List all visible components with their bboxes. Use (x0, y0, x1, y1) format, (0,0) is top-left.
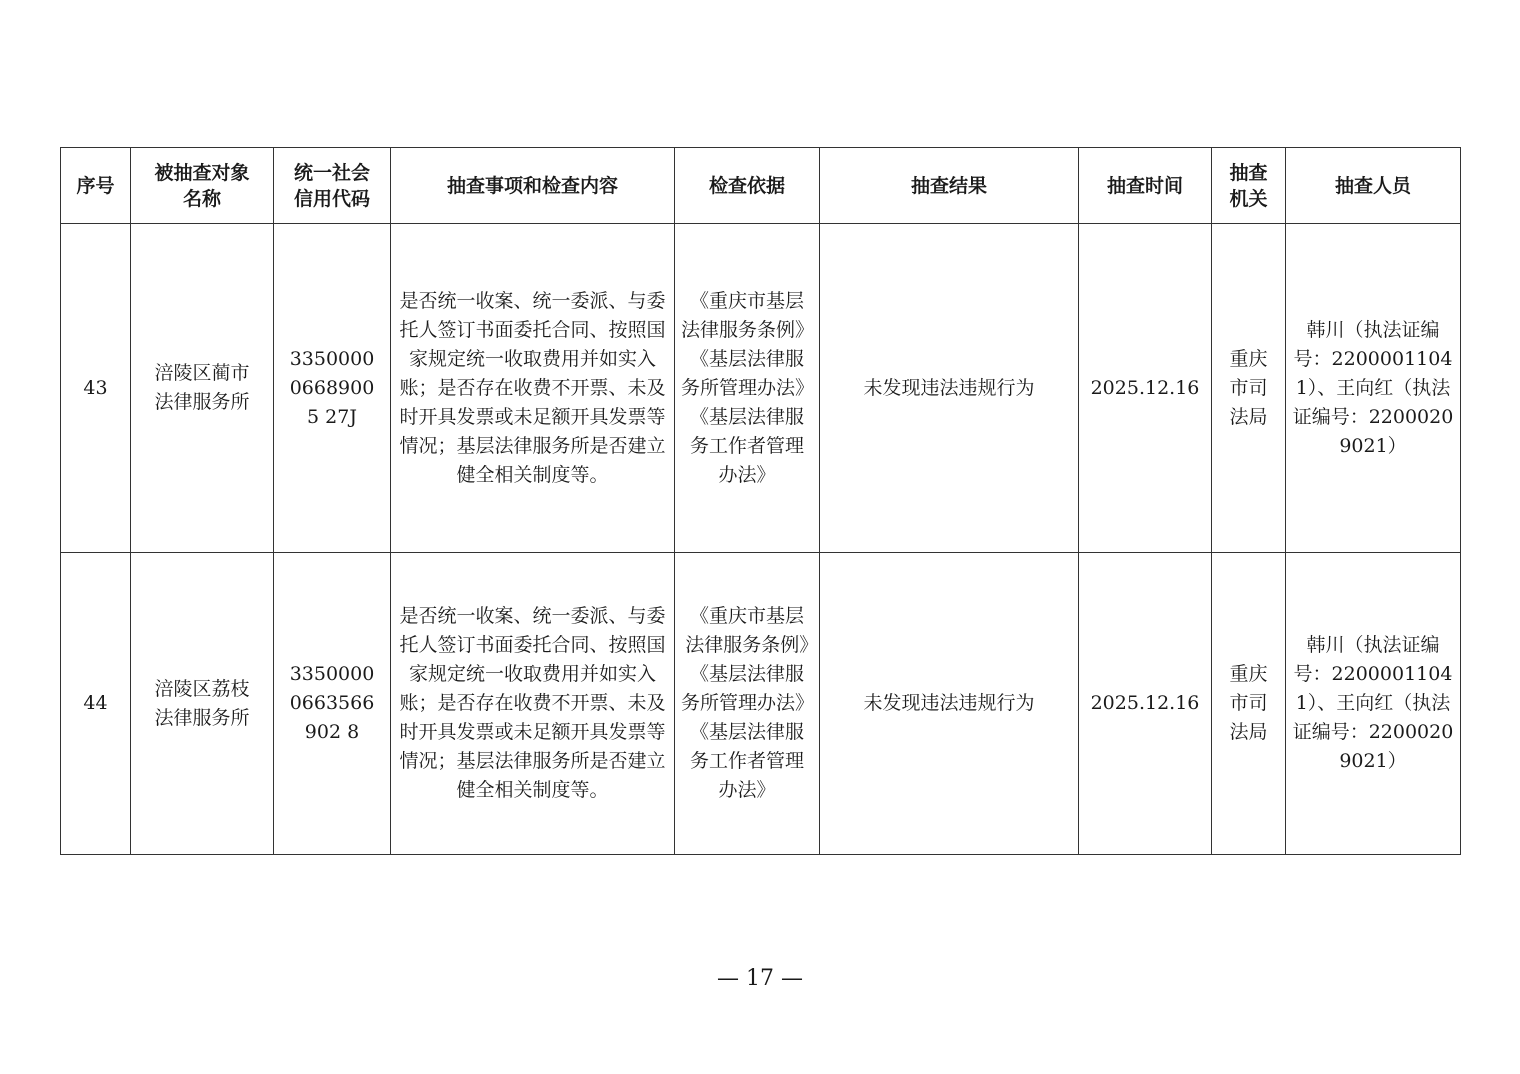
header-basis: 检查依据 (675, 148, 820, 224)
header-credit-code: 统一社会信用代码 (274, 148, 391, 224)
cell-result: 未发现违法违规行为 (820, 553, 1079, 855)
cell-seq: 43 (61, 224, 131, 553)
cell-credit-code: 335000006689005 27J (274, 224, 391, 553)
table-row (61, 553, 1461, 855)
cell-agency: 重庆市司法局 (1212, 224, 1286, 553)
header-personnel: 抽查人员 (1286, 148, 1461, 224)
cell-items: 是否统一收案、统一委派、与委托人签订书面委托合同、按照国家规定统一收取费用并如实入账；是否存在收费不开票、未及时开具发票或未足额开具发票等情况；基层法律服务所是否建立健全相关制度等。 (391, 224, 675, 553)
header-items: 抽查事项和检查内容 (391, 148, 675, 224)
header-seq: 序号 (61, 148, 131, 224)
basis-item: 《基层法律服务工作者管理办法》 (689, 405, 804, 486)
cell-target-name: 涪陵区荔枝法律服务所 (131, 553, 274, 855)
header-target-name: 被抽查对象名称 (131, 148, 274, 224)
header-agency: 抽查机关 (1212, 148, 1286, 224)
cell-basis (675, 553, 820, 855)
header-result: 抽查结果 (820, 148, 1079, 224)
table-header-row (61, 148, 1461, 224)
cell-personnel: 韩川（执法证编号：22000011041）、王向红（执法证编号：22000209021） (1286, 553, 1461, 855)
basis-item: 《基层法律服务所管理办法》 (681, 347, 815, 399)
table-row (61, 224, 1461, 553)
page-number: — 17 — (717, 966, 803, 991)
cell-agency: 重庆市司法局 (1212, 553, 1286, 855)
cell-result: 未发现违法违规行为 (820, 224, 1079, 553)
cell-time: 2025.12.16 (1079, 224, 1212, 553)
basis-item: 《重庆市基层法律服务条例》 (681, 289, 815, 341)
cell-credit-code: 33500000663566902 8 (274, 553, 391, 855)
header-time: 抽查时间 (1079, 148, 1212, 224)
basis-item: 《基层法律服务工作者管理办法》 (689, 721, 804, 801)
cell-time: 2025.12.16 (1079, 553, 1212, 855)
cell-basis (675, 224, 820, 553)
cell-personnel: 韩川（执法证编号：22000011041）、王向红（执法证编号：22000209021） (1286, 224, 1461, 553)
cell-target-name: 涪陵区蔺市法律服务所 (131, 224, 274, 553)
inspection-table (60, 147, 1461, 855)
cell-seq: 44 (61, 553, 131, 855)
basis-item: 《重庆市基层法律服务条例》《基层法律服务所管理办法》 (681, 605, 815, 714)
cell-items: 是否统一收案、统一委派、与委托人签订书面委托合同、按照国家规定统一收取费用并如实入账；是否存在收费不开票、未及时开具发票或未足额开具发票等情况；基层法律服务所是否建立健全相关制度等。 (391, 553, 675, 855)
